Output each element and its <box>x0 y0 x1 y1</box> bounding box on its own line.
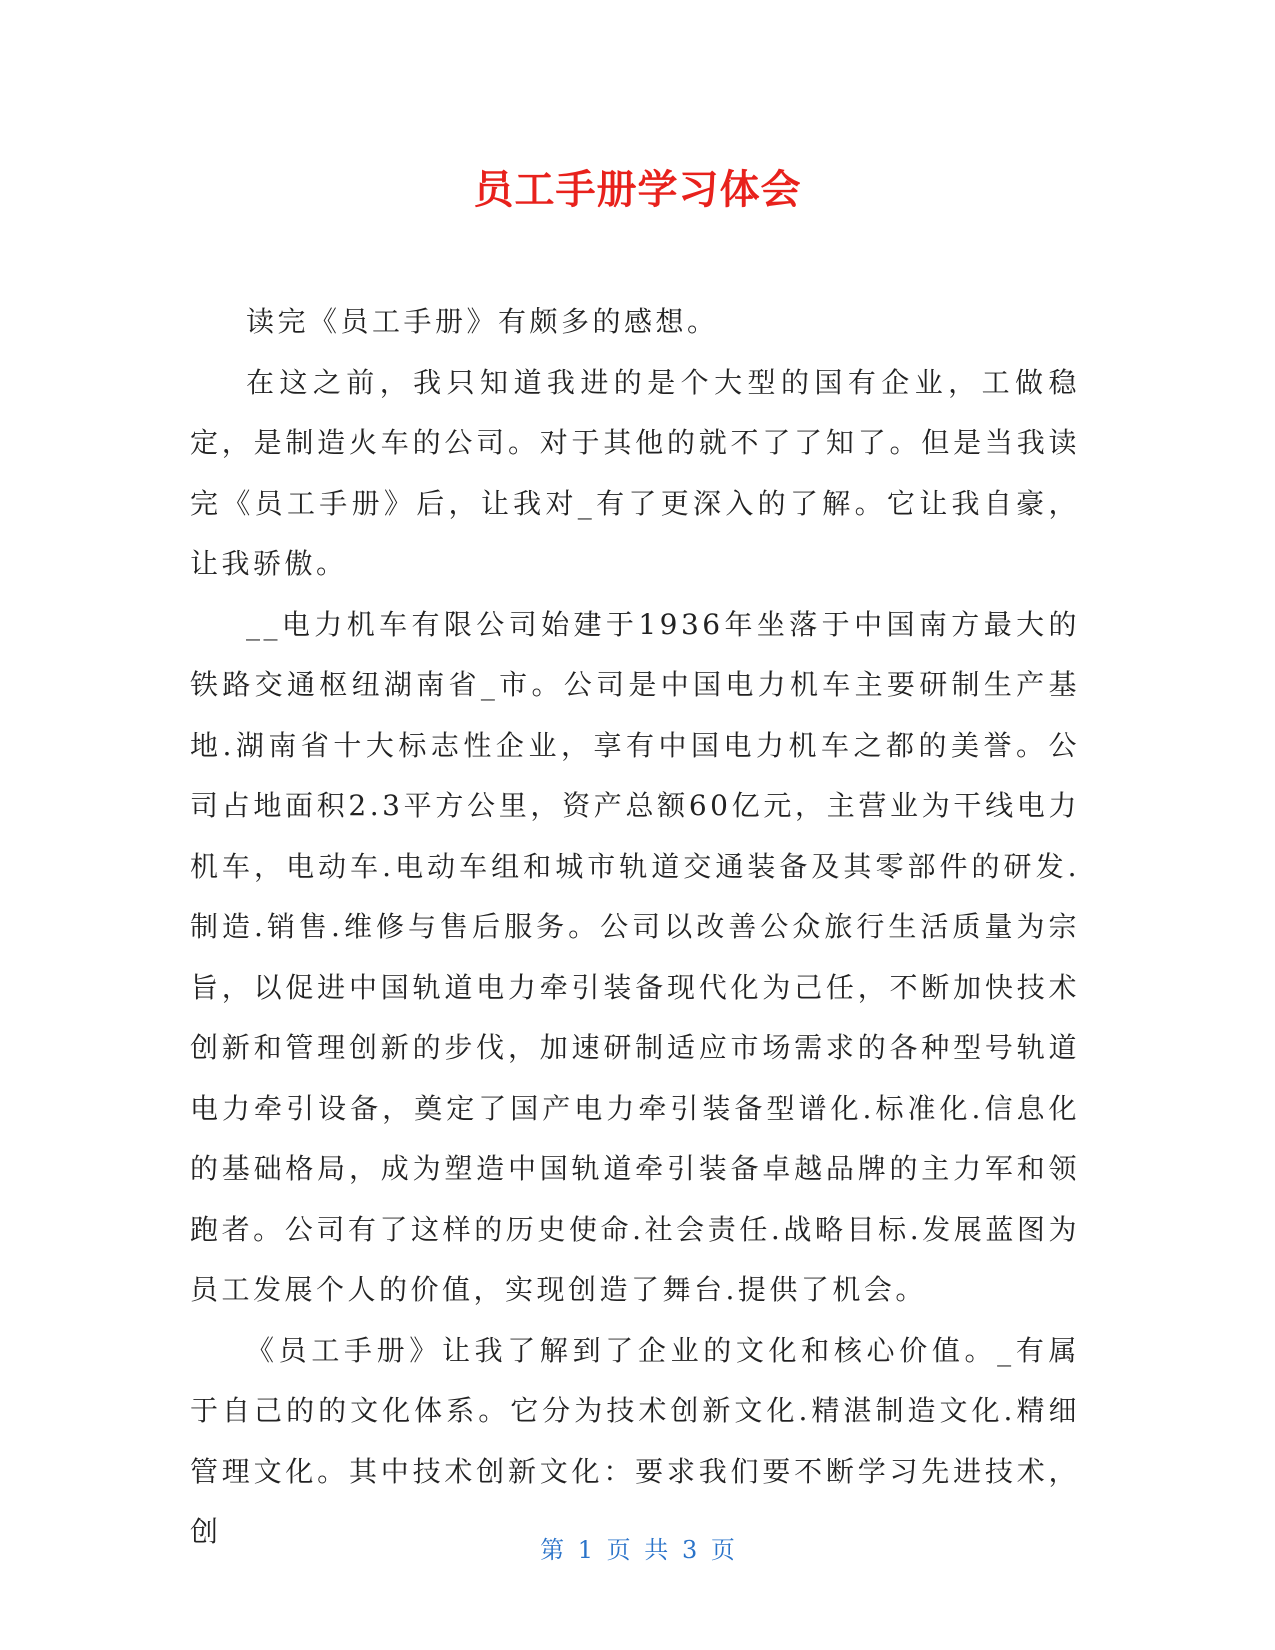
document-body <box>190 292 1080 1563</box>
paragraph: 在这之前，我只知道我进的是个大型的国有企业，工做稳定，是制造火车的公司。对于其他的就不了了知了。但是当我读完《员工手册》后，让我对_有了更深入的了解。它让我自豪，让我骄傲。 <box>190 365 1080 580</box>
page-number-footer: 第 1 页 共 3 页 <box>540 1536 735 1564</box>
paragraph: 《员工手册》让我了解到了企业的文化和核心价值。_有属于自己的的文化体系。它分为技术创新文化.精湛制造文化.精细管理文化。其中技术创新文化：要求我们要不断学习先进技术，创 <box>190 1333 1080 1548</box>
page-title: 员工手册学习体会 <box>473 167 802 213</box>
paragraph: __电力机车有限公司始建于1936年坐落于中国南方最大的铁路交通枢纽湖南省_市。公司是中国电力机车主要研制生产基地.湖南省十大标志性企业，享有中国电力机车之都的美誉。公司占地面积2.3平方公里，资产总额60亿元，主营业为干线电力机车，电动车.电动车组和城市轨道交通装备及其零部件的研发.制造.销售.维修与售后服务。公司以改善公众旅行生活质量为宗旨，以促进中国轨道电力牵引装备现代化为己任，不断加快技术创新和管理创新的步伐，加速研制适应市场需求的各种型号轨道电力牵引设备，奠定了国产电力牵引装备型谱化.标准化.信息化的基础格局，成为塑造中国轨道牵引装备卓越品牌的主力军和领跑者。公司有了这样的历史使命.社会责任.战略目标.发展蓝图为员工发展个人的价值，实现创造了舞台.提供了机会。 <box>190 607 1080 1306</box>
paragraph: 读完《员工手册》有颇多的感想。 <box>246 305 719 338</box>
